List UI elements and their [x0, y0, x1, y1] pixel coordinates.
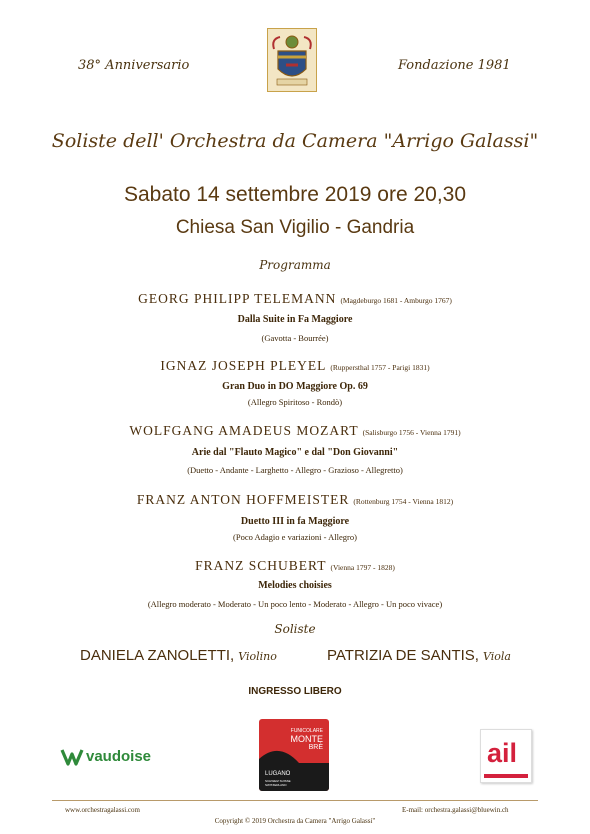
- program-item: [0, 557, 590, 575]
- event-venue: Chiesa San Vigilio - Gandria: [175, 217, 415, 238]
- founded-label: Fondazione 1981: [398, 58, 511, 73]
- footer-website[interactable]: www.orchestragalassi.com: [65, 806, 140, 814]
- composer-name: GEORG PHILIPP TELEMANN: [138, 291, 337, 306]
- work-movements: (Poco Adagio e variazioni - Allegro): [233, 532, 357, 542]
- soloist-instrument: Viola: [482, 650, 511, 663]
- footer-divider: [52, 800, 538, 801]
- vaudoise-mark-icon: [60, 744, 84, 768]
- coat-of-arms-logo: [267, 28, 317, 92]
- work-movements: (Gavotta - Bourrée): [261, 333, 329, 343]
- footer-email[interactable]: E-mail: orchestra.galassi@bluewin.ch: [402, 806, 509, 814]
- composer-name: WOLFGANG AMADEUS MOZART: [129, 423, 359, 438]
- soloist-entry: [80, 647, 277, 665]
- soloist-name: PATRIZIA DE SANTIS,: [327, 647, 479, 664]
- soloists-title: Soliste: [274, 622, 316, 636]
- event-datetime: Sabato 14 settembre 2019 ore 20,30: [123, 183, 467, 206]
- work-movements: (Duetto - Andante - Larghetto - Allegro - Grazioso - Allegretto): [187, 465, 403, 475]
- funicolare-line2: MONTE: [290, 734, 323, 744]
- composer-name: IGNAZ JOSEPH PLEYEL: [160, 358, 327, 373]
- soloist-entry: [327, 647, 511, 665]
- program-item: [0, 422, 590, 440]
- ail-logo: [480, 729, 532, 783]
- work-movements: (Allegro Spiritoso - Rondò): [247, 397, 343, 407]
- funicolare-line3: BRÈ: [308, 744, 323, 751]
- program-item: [0, 290, 590, 308]
- vaudoise-wordmark: vaudoise: [86, 747, 152, 765]
- work-title: Gran Duo in DO Maggiore Op. 69: [222, 381, 368, 392]
- work-title: Arie dal "Flauto Magico" e dal "Don Giovanni": [191, 447, 399, 458]
- work-movements: (Allegro moderato - Moderato - Un poco lento - Moderato - Allegro - Un poco vivace): [147, 599, 443, 609]
- funicolare-sub: SCHWEIZ SUISSE SWITZERLAND: [265, 779, 291, 787]
- anniversary-label: 38° Anniversario: [78, 58, 190, 73]
- composer-name: FRANZ SCHUBERT: [195, 558, 327, 573]
- ensemble-name: Soliste dell' Orchestra da Camera "Arrigo Galassi": [51, 130, 539, 152]
- footer-copyright: Copyright © 2019 Orchestra da Camera "Arrigo Galassi": [214, 817, 376, 825]
- work-title: Dalla Suite in Fa Maggiore: [237, 314, 353, 325]
- soloist-instrument: Violino: [238, 650, 277, 663]
- composer-dates: (Magdeburgo 1681 - Amburgo 1767): [340, 296, 452, 305]
- composer-dates: (Rottenburg 1754 - Vienna 1812): [353, 497, 454, 506]
- program-item: [0, 357, 590, 375]
- admission-label: INGRESSO LIBERO: [248, 686, 342, 697]
- soloist-name: DANIELA ZANOLETTI,: [80, 647, 235, 664]
- composer-dates: (Salisburgo 1756 - Vienna 1791): [362, 428, 461, 437]
- funicolare-city: LUGANO: [265, 771, 291, 777]
- program-item: [0, 491, 590, 509]
- composer-dates: (Vienna 1797 - 1828): [330, 563, 395, 572]
- ail-wordmark: ail: [487, 738, 518, 768]
- composer-dates: (Ruppersthal 1757 - Parigi 1831): [330, 363, 430, 372]
- work-title: Melodies choisies: [258, 580, 332, 591]
- funicolare-monte-bre-logo: [259, 719, 329, 791]
- funicolare-line1: FUNICOLARE: [290, 728, 323, 734]
- program-title: Programma: [259, 258, 331, 272]
- ail-bar: [484, 774, 528, 778]
- vaudoise-logo: [60, 742, 151, 770]
- composer-name: FRANZ ANTON HOFFMEISTER: [136, 492, 350, 507]
- work-title: Duetto III in fa Maggiore: [240, 516, 350, 527]
